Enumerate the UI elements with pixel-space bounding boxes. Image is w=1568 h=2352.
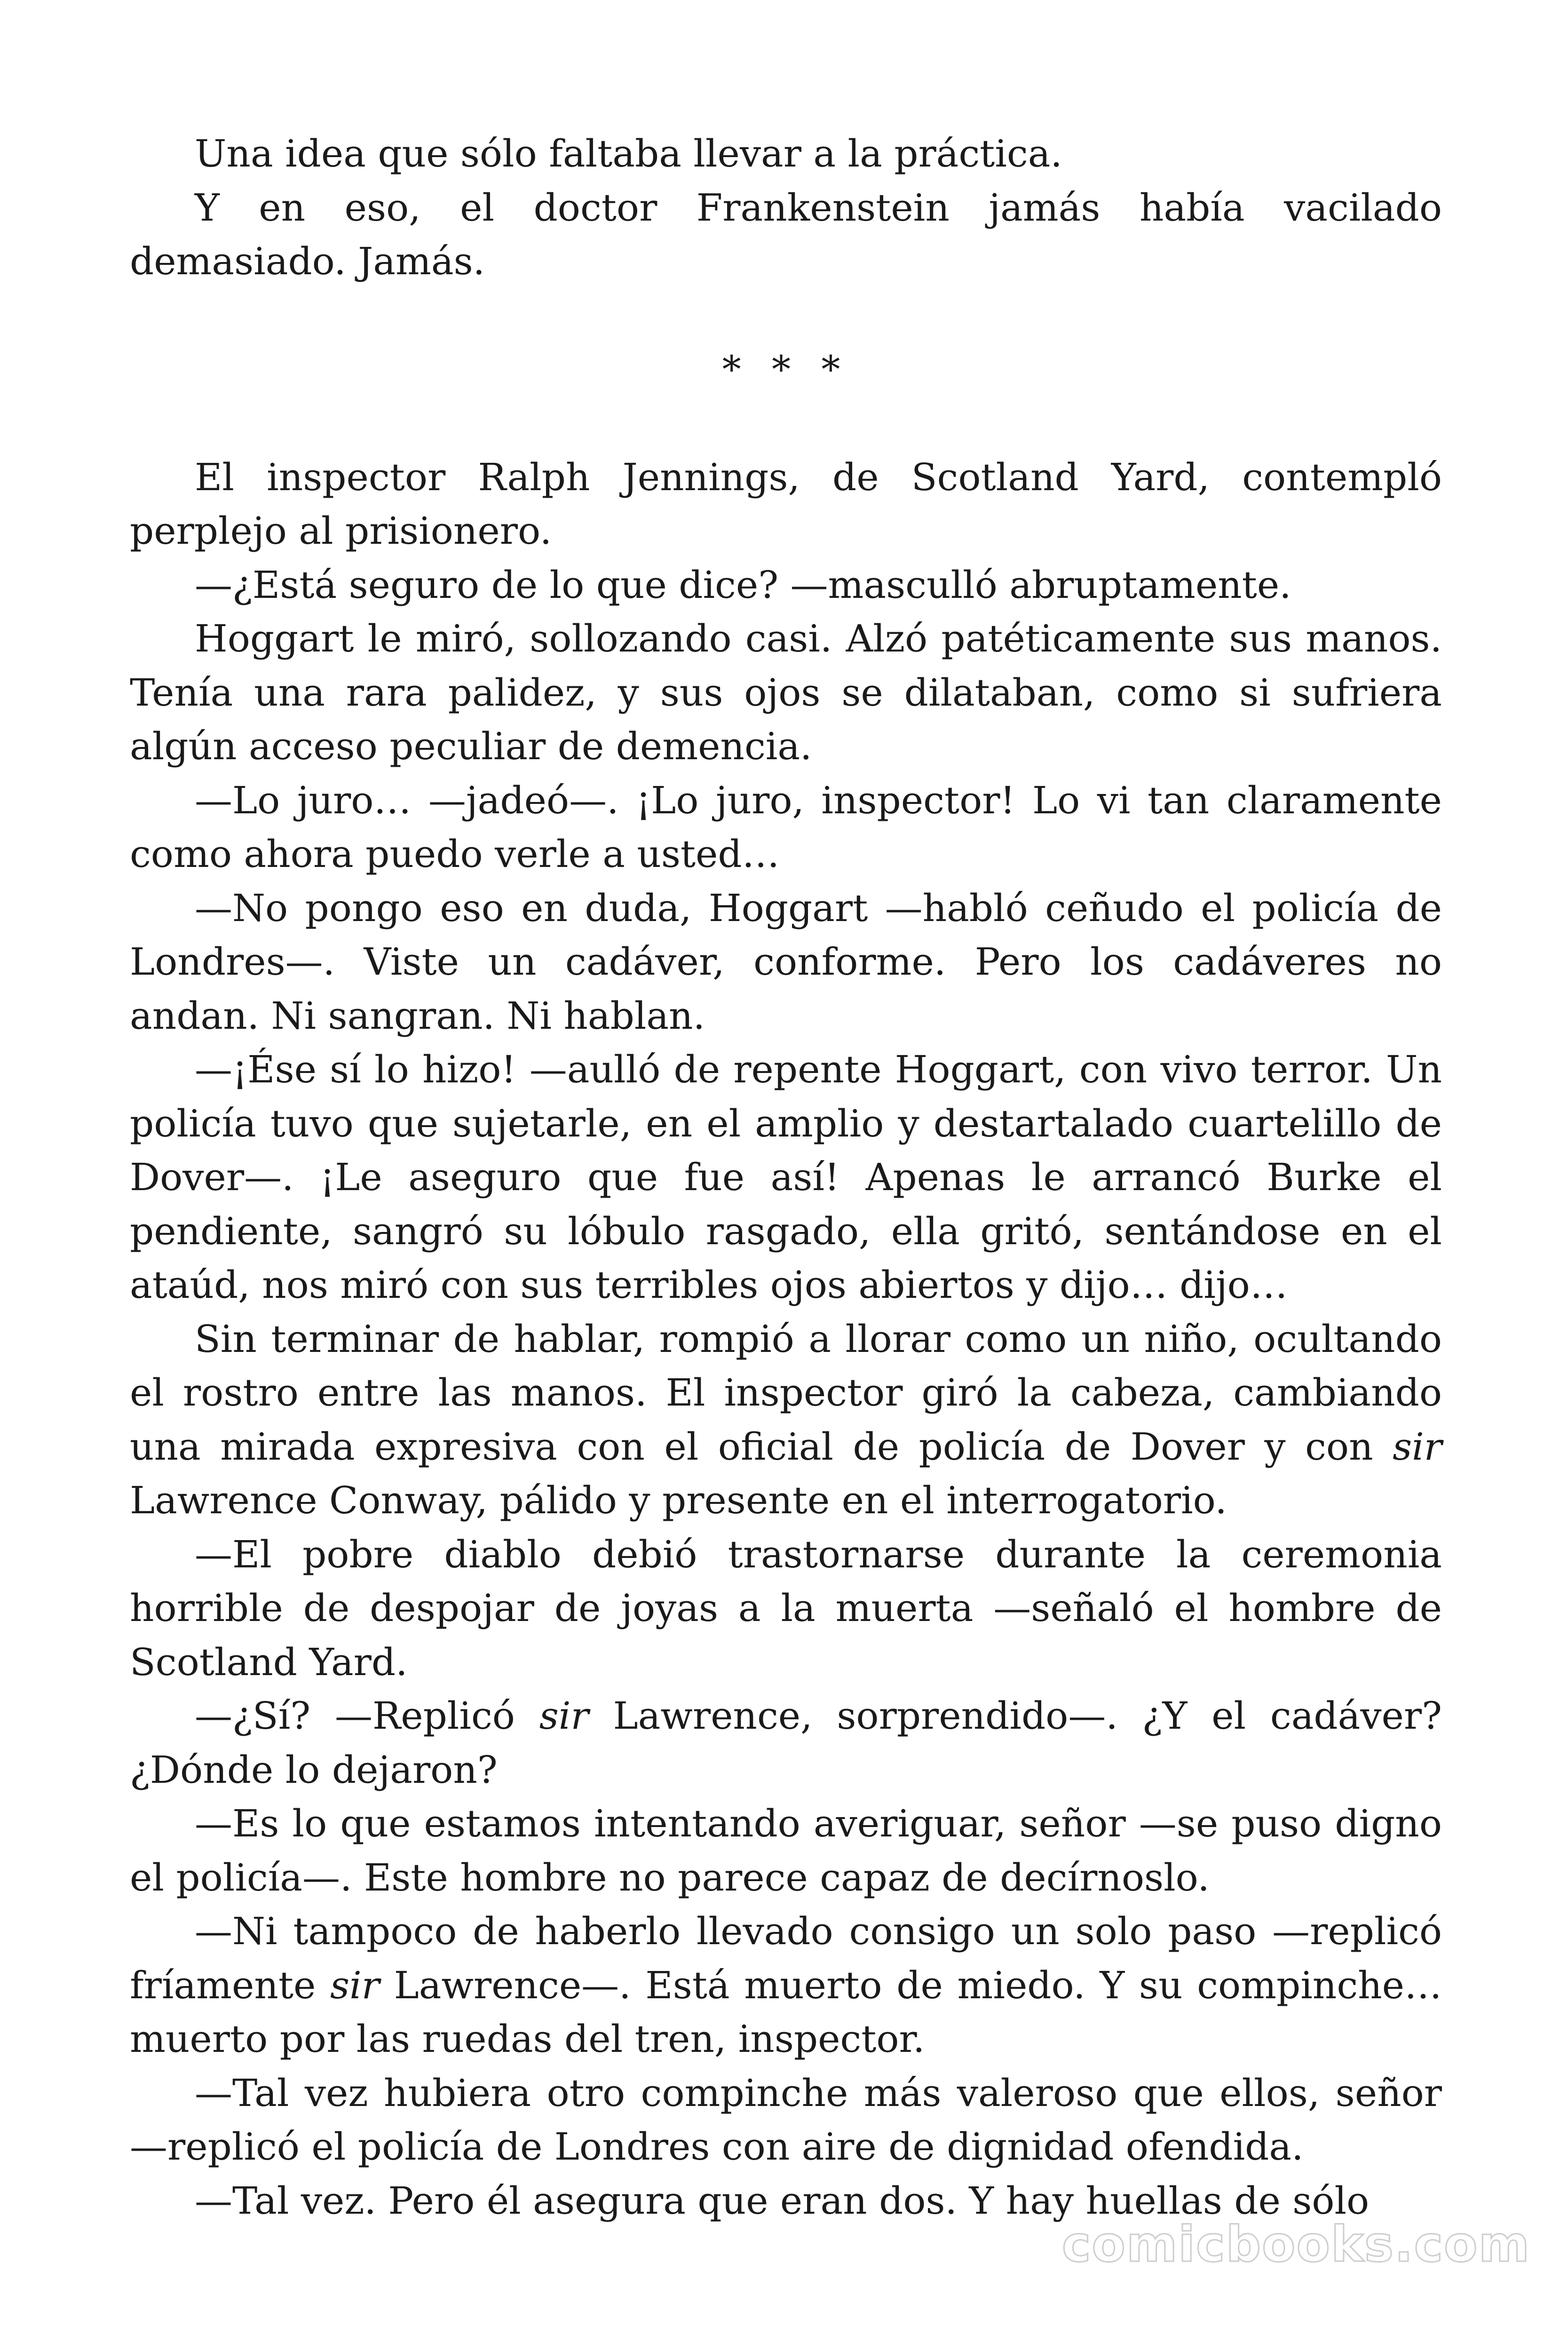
paragraph-15: —Tal vez. Pero él asegura que eran dos. Y hay huellas de sólo: [195, 2178, 1370, 2223]
paragraph-6: —Lo juro… —jadeó—. ¡Lo juro, inspector! Lo vi tan claramente como ahora puedo verle a usted…: [130, 778, 1442, 876]
paragraph-13: [130, 1905, 1442, 2066]
section-separator: * * *: [722, 347, 850, 391]
paragraph-8: —¡Ése sí lo hizo! —aulló de repente Hoggart, con vivo terror. Un policía tuvo que sujetarle, en el amplio y destartalado cuartelillo de Dover—. ¡Le aseguro que fue así! Apenas le arrancó Burke el pendiente, sangró su lóbulo rasgado, ella gritó, sentándose en el ataúd, nos miró con sus terribles ojos abiertos y dijo… dijo…: [130, 1048, 1442, 1307]
paragraph-12: —Es lo que estamos intentando averiguar, señor —se puso digno el policía—. Este hombre no parece capaz de decírnoslo.: [130, 1802, 1442, 1899]
paragraph-5: Hoggart le miró, sollozando casi. Alzó patéticamente sus manos. Tenía una rara palidez, y sus ojos se dilataban, como si sufriera algún acceso peculiar de demencia.: [130, 617, 1442, 768]
italic-sir: sir: [539, 1694, 589, 1738]
text-run: —Ni tampoco de haberlo llevado consigo un solo paso —replicó fríamente: [130, 1909, 1442, 2007]
paragraph-2: Y en eso, el doctor Frankenstein jamás había vacilado demasiado. Jamás.: [130, 185, 1442, 283]
italic-sir: sir: [1393, 1424, 1442, 1469]
text-run: Sin terminar de hablar, rompió a llorar como un niño, ocultando el rostro entre las manos. El inspector giró la cabeza, cambiando una mirada expresiva con el oficial de policía de Dover y con: [130, 1317, 1442, 1469]
italic-sir: sir: [330, 1963, 380, 2007]
paragraph-7: —No pongo eso en duda, Hoggart —habló ceñudo el policía de Londres—. Viste un cadáver, conforme. Pero los cadáveres no andan. Ni sangran. Ni hablan.: [130, 886, 1442, 1038]
paragraph-9: [130, 1312, 1442, 1528]
paragraph-11: [130, 1689, 1442, 1797]
paragraph-3: El inspector Ralph Jennings, de Scotland Yard, contempló perplejo al prisionero.: [130, 455, 1442, 553]
paragraph-14: —Tal vez hubiera otro compinche más valeroso que ellos, señor —replicó el policía de Londres con aire de dignidad ofendida.: [130, 2071, 1442, 2169]
text-run: —¿Sí? —Replicó: [195, 1694, 539, 1738]
paragraph-10: —El pobre diablo debió trastornarse durante la ceremonia horrible de despojar de joyas a la muerta —señaló el hombre de Scotland Yard.: [130, 1532, 1442, 1684]
text-run: Lawrence—. Está muerto de miedo. Y su compinche… muerto por las ruedas del tren, inspector.: [130, 1963, 1442, 2061]
text-run: Lawrence, sorprendido—. ¿Y el cadáver? ¿Dónde lo dejaron?: [130, 1694, 1442, 1792]
paragraph-4: —¿Está seguro de lo que dice? —masculló abruptamente.: [195, 563, 1291, 607]
watermark-text: comicbooks.com: [1061, 2216, 1530, 2273]
paragraph-1: Una idea que sólo faltaba llevar a la práctica.: [195, 132, 1062, 175]
book-page: [130, 127, 1442, 2228]
text-run: Lawrence Conway, pálido y presente en el interrogatorio.: [130, 1478, 1227, 1522]
